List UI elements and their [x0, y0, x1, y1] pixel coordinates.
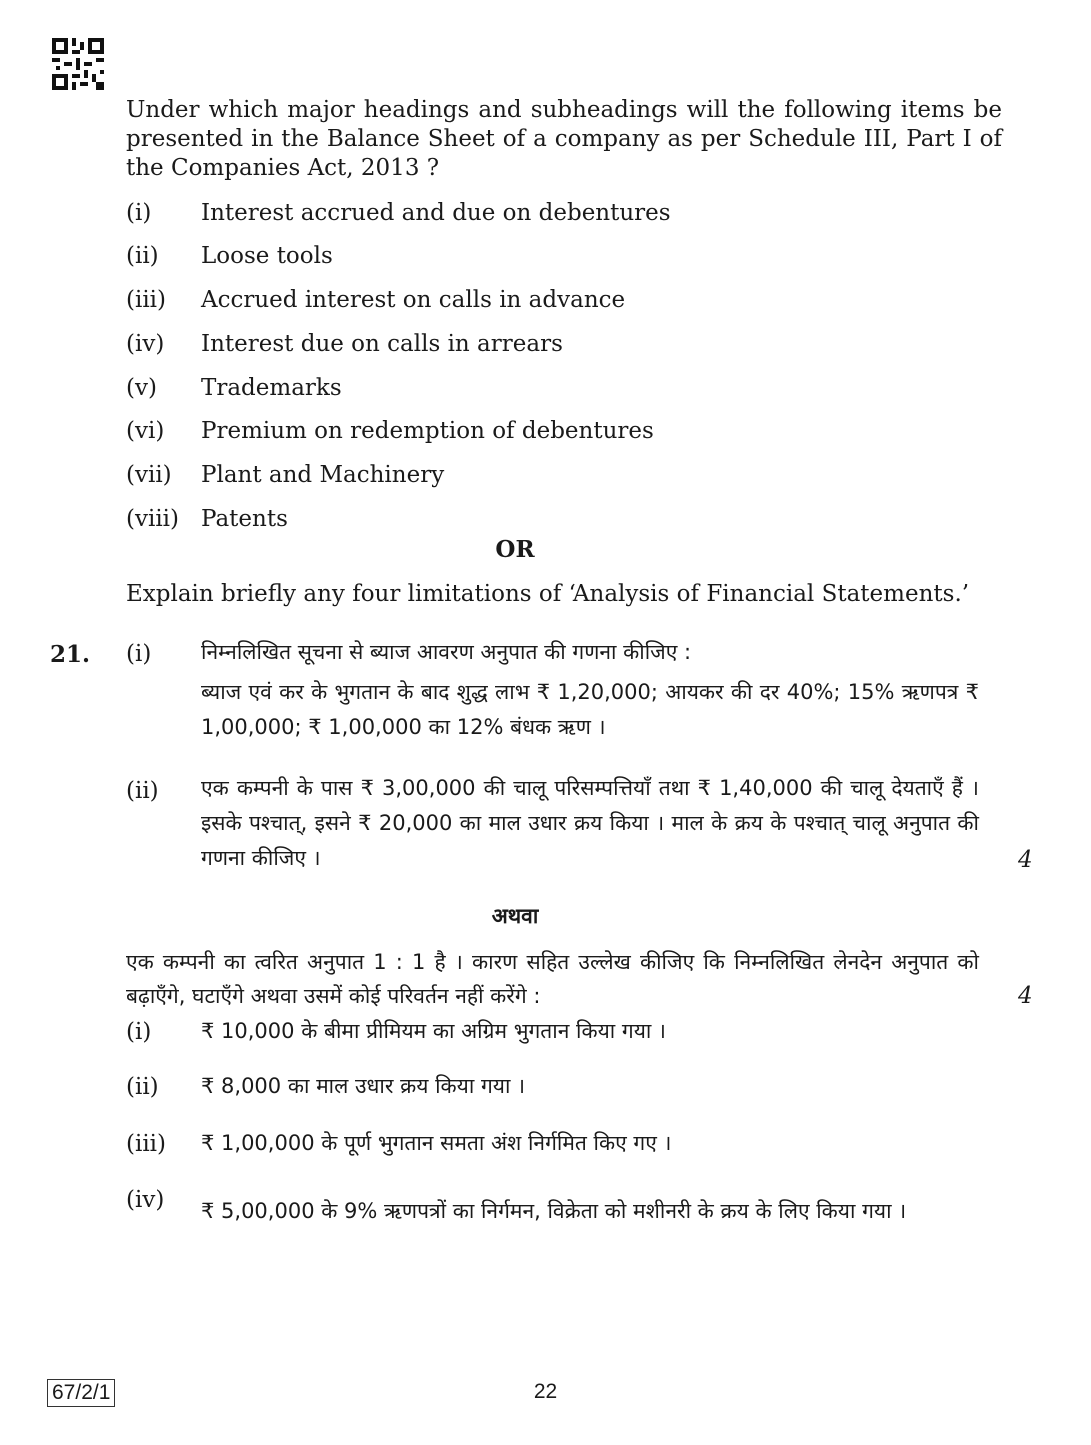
question-text: Under which major headings and subheadings will the following items be presented in the Balance Sheet of a company as per Schedule III, Part I of the Companies Act, 2013 ? — [126, 97, 1002, 181]
item-text: Accrued interest on calls in advance — [201, 287, 626, 313]
alt-item-label: (iii) — [126, 1131, 167, 1157]
marks-label: 4 — [1018, 983, 1033, 1009]
item-label: (iv) — [126, 331, 165, 357]
qr-code-icon — [52, 38, 104, 90]
part1-line1: निम्नलिखित सूचना से ब्याज आवरण अनुपात की गणना कीजिए : — [201, 640, 692, 664]
item-text: Premium on redemption of debentures — [201, 418, 654, 444]
alt-item-label: (i) — [126, 1019, 152, 1045]
or-heading: OR — [495, 536, 535, 563]
question-number: 21. — [50, 641, 91, 668]
item-label: (vi) — [126, 418, 165, 444]
alt-item-text: ₹ 1,00,000 के पूर्ण भुगतान समता अंश निर्गमित किए गए । — [201, 1131, 672, 1155]
or-question-text: Explain briefly any four limitations of ‘Analysis of Financial Statements.’ — [126, 581, 970, 607]
item-text: Plant and Machinery — [201, 462, 445, 488]
item-label: (viii) — [126, 506, 180, 532]
item-text: Interest accrued and due on debentures — [201, 200, 671, 226]
item-text: Trademarks — [201, 375, 342, 401]
item-label: (v) — [126, 375, 157, 401]
alt-item-label: (ii) — [126, 1074, 159, 1100]
item-label: (iii) — [126, 287, 167, 313]
alt-item-text: ₹ 5,00,000 के 9% ऋणपत्रों का निर्गमन, विक्रेता को मशीनरी के क्रय के लिए किया गया । — [201, 1199, 907, 1223]
part1-line2: ब्याज एवं कर के भुगतान के बाद शुद्ध लाभ ₹ 1,20,000; आयकर की दर 40%; 15% ऋणपत्र ₹ 1,00,000; ₹ 1,00,000 का 12% बंधक ऋण । — [201, 680, 979, 739]
item-text: Loose tools — [201, 243, 333, 269]
part-label: (ii) — [126, 778, 159, 804]
paper-code: 67/2/1 — [47, 1379, 115, 1407]
part-label: (i) — [126, 641, 152, 667]
alt-item-text: ₹ 8,000 का माल उधार क्रय किया गया । — [201, 1074, 526, 1098]
marks-label: 4 — [1018, 847, 1033, 873]
athwa-heading: अथवा — [491, 904, 539, 928]
part2-text: एक कम्पनी के पास ₹ 3,00,000 की चालू परिसम्पत्तियाँ तथा ₹ 1,40,000 की चालू देयताएँ हैं । इसके पश्चात्, इसने ₹ 20,000 का माल उधार क्रय किया । माल के क्रय के पश्चात् चालू अनुपात की गणना कीजिए । — [201, 776, 979, 870]
item-text: Interest due on calls in arrears — [201, 331, 563, 357]
page-number: 22 — [533, 1380, 558, 1403]
alt-item-label: (iv) — [126, 1187, 165, 1213]
item-label: (vii) — [126, 462, 172, 488]
item-label: (ii) — [126, 243, 159, 269]
alt-item-text: ₹ 10,000 के बीमा प्रीमियम का अग्रिम भुगतान किया गया । — [201, 1019, 666, 1043]
alt-question-text: एक कम्पनी का त्वरित अनुपात 1 : 1 है । कारण सहित उल्लेख कीजिए कि निम्नलिखित लेनदेन अनुपात को बढ़ाएँगे, घटाएँगे अथवा उसमें कोई परिवर्तन नहीं करेंगे : — [126, 950, 979, 1008]
item-label: (i) — [126, 200, 152, 226]
item-text: Patents — [201, 506, 288, 532]
